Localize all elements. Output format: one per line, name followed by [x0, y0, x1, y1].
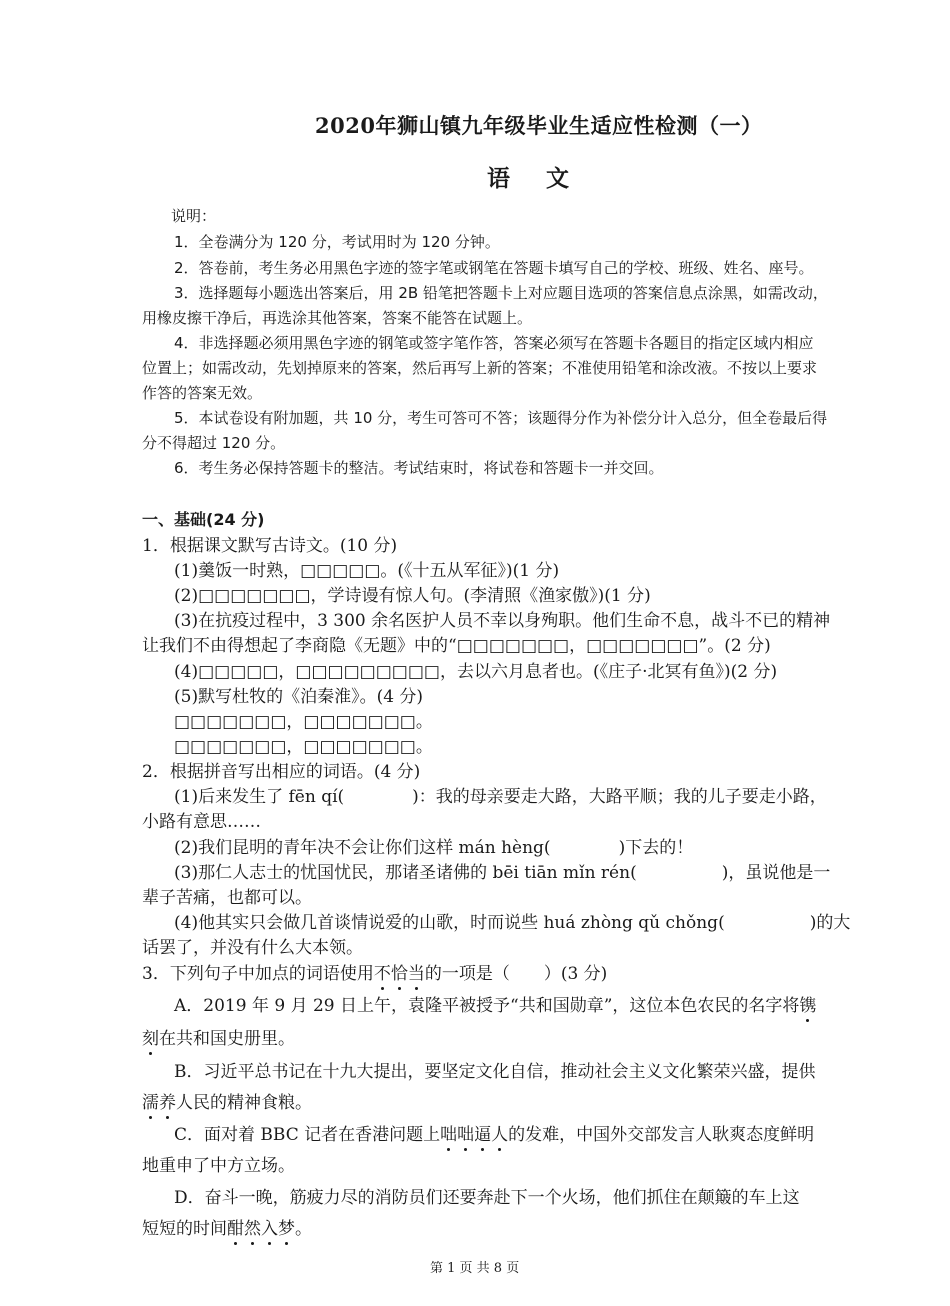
dotted-word: [142, 1029, 159, 1049]
emphasis-char: 入: [261, 1219, 278, 1239]
instruction-line: 5．本试卷设有附加题，共 10 分，考生可答可不答；该题得分作为补偿分计入总分，但全卷最后得: [174, 409, 828, 427]
option-d-line-2: [142, 1221, 312, 1238]
instruction-line: 分不得超过 120 分。: [142, 434, 286, 452]
question-line: 辈子苦痛，也都可以。: [142, 888, 312, 908]
question-line: (2)我们昆明的青年决不会让你们这样 mán hèng( )下去的！: [174, 838, 694, 858]
question-line: (4)他其实只会做几首谈情说爱的山歌，时而说些 huá zhòng qǔ chǒng( )的大: [174, 913, 851, 933]
option-text: 人民的精神食粮。: [176, 1093, 312, 1113]
option-a-line-2: [142, 1031, 295, 1048]
question-line: (3)在抗疫过程中，3 300 余名医护人员不幸以身殉职。他们生命不息，战斗不已的精神: [174, 611, 831, 631]
question-line: □□□□□□□，□□□□□□□。: [174, 712, 433, 732]
emphasis-char: 当: [407, 964, 425, 984]
question-3-stem: [142, 966, 607, 983]
question-line: (3)那仁人志士的忧国忧民，那诸圣诸佛的 bēi tiān mǐn rén( )，虽说他是一: [174, 863, 831, 883]
question-line: 小路有意思……: [142, 812, 261, 832]
question-line: (2)□□□□□□□，学诗谩有惊人句。(李清照《渔家傲》)(1 分): [174, 586, 651, 606]
dotted-word: [142, 1093, 176, 1113]
option-text: 。: [295, 1219, 312, 1239]
question-line: 话罢了，并没有什么大本领。: [142, 938, 363, 958]
emphasis-char: 刻: [142, 1029, 159, 1049]
page-footer: 第 1 页 共 8 页: [430, 1261, 520, 1276]
question-line: 让我们不由得想起了李商隐《无题》中的“□□□□□□□，□□□□□□□”。(2 分): [142, 636, 771, 656]
emphasis-char: 咄: [440, 1125, 458, 1145]
option-text: 的发难，中国外交部发言人耿爽态度鲜明: [508, 1125, 815, 1145]
instruction-line: 1．全卷满分为 120 分，考试用时为 120 分钟。: [174, 233, 500, 251]
option-c-line-2: 地重申了中方立场。: [142, 1156, 295, 1176]
option-b-line-2: [142, 1095, 312, 1112]
option-b-line-1: B．习近平总书记在十九大提出，要坚定文化自信，推动社会主义文化繁荣兴盛，提供: [174, 1062, 816, 1082]
emphasis-char: 然: [244, 1219, 261, 1239]
question-1-stem: 1．根据课文默写古诗文。(10 分): [142, 536, 398, 556]
emphasis-char: 咄: [457, 1125, 475, 1145]
option-text: 短短的时间: [142, 1219, 227, 1239]
instructions-heading: 说明：: [171, 207, 217, 225]
option-text: A．2019 年 9 月 29 日上午，袁隆平被授予“共和国勋章”，这位本色农民的名字将: [174, 996, 800, 1016]
dotted-word: [799, 996, 816, 1016]
instruction-line: 6．考生务必保持答题卡的整洁。考试结束时，将试卷和答题卡一并交回。: [174, 459, 664, 477]
instruction-line: 位置上；如需改动，先划掉原来的答案，然后再写上新的答案；不准使用铅笔和涂改液。不按以上要求: [142, 359, 818, 377]
emphasis-char: 恰: [390, 964, 408, 984]
emphasis-char: 养: [159, 1093, 176, 1113]
emphasis-char: 镌: [799, 996, 817, 1016]
question-line: □□□□□□□，□□□□□□□。: [174, 737, 433, 757]
dotted-word: [374, 964, 425, 984]
emphasis-char: 酣: [227, 1219, 244, 1239]
subject-title: 语 文: [487, 165, 584, 192]
instruction-line: 2．答卷前，考生务必用黑色字迹的签字笔或钢笔在答题卡填写自己的学校、班级、姓名、座号。: [174, 259, 814, 277]
question-line: (4)□□□□□，□□□□□□□□□，去以六月息者也。(《庄子·北冥有鱼》)(2 分): [174, 662, 778, 682]
option-a-line-1: [174, 998, 816, 1015]
emphasis-char: 不: [373, 964, 391, 984]
instruction-line: 作答的答案无效。: [142, 384, 263, 402]
dotted-word: [227, 1219, 295, 1239]
question-line: (1)后来发生了 fēn qí( )：我的母亲要走大路，大路平顺；我的儿子要走小路，: [174, 787, 827, 807]
emphasis-char: 逼: [474, 1125, 492, 1145]
instruction-line: 4．非选择题必须用黑色字迹的钢笔或签字笔作答，答案必须写在答题卡各题目的指定区域内相应: [174, 334, 814, 352]
option-text: 在共和国史册里。: [159, 1029, 295, 1049]
instruction-line: 3．选择题每小题选出答案后，用 2B 铅笔把答题卡上对应题目选项的答案信息点涂黑，如需改动，: [174, 284, 828, 302]
option-c-line-1: [174, 1127, 814, 1144]
instruction-line: 用橡皮擦干净后，再选涂其他答案，答案不能答在试题上。: [142, 309, 533, 327]
option-text: C．面对着 BBC 记者在香港问题上: [174, 1125, 441, 1145]
section-heading: 一、基础(24 分): [142, 510, 265, 529]
question-2-stem: 2．根据拼音写出相应的词语。(4 分): [142, 762, 421, 782]
stem-text: 3．下列句子中加点的词语使用: [142, 964, 374, 984]
emphasis-char: 濡: [142, 1093, 159, 1113]
option-d-line-1: D．奋斗一晚，筋疲力尽的消防员们还要奔赴下一个火场，他们抓住在颠簸的车上这: [174, 1188, 800, 1208]
exam-title: 2020年狮山镇九年级毕业生适应性检测（一）: [315, 113, 763, 138]
dotted-word: [440, 1125, 508, 1145]
stem-text: 的一项是（ ）(3 分): [424, 964, 608, 984]
emphasis-char: 梦: [278, 1219, 295, 1239]
question-line: (1)羹饭一时熟，□□□□□。(《十五从军征》)(1 分): [174, 561, 560, 581]
question-line: (5)默写杜牧的《泊秦淮》。(4 分): [174, 687, 424, 707]
emphasis-char: 人: [491, 1125, 509, 1145]
